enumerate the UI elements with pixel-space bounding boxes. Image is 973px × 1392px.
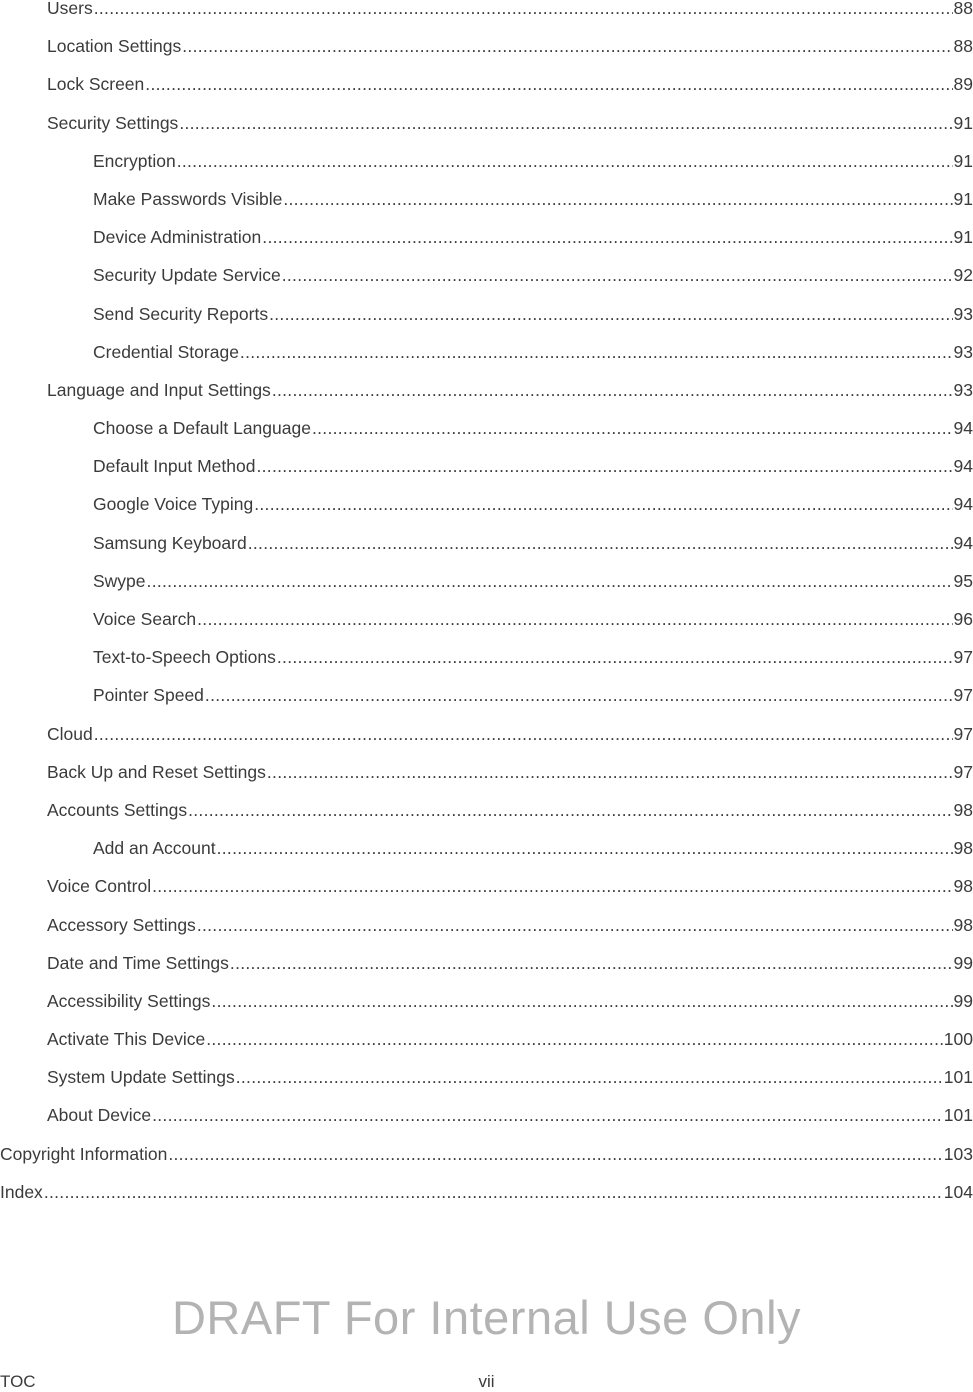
toc-entry[interactable] xyxy=(0,753,973,791)
toc-entry-title: Swype xyxy=(93,570,146,591)
toc-dot-leader xyxy=(230,944,953,982)
toc-entry-page-number: 94 xyxy=(953,494,973,515)
toc-entry-title: Accessory Settings xyxy=(47,914,196,935)
toc-entry-title: Default Input Method xyxy=(93,456,256,477)
toc-dot-leader xyxy=(240,333,953,371)
toc-dot-leader xyxy=(168,1135,942,1173)
toc-entry[interactable] xyxy=(0,1096,973,1134)
toc-entry-page-number: 98 xyxy=(953,914,973,935)
toc-entry-page-number: 94 xyxy=(953,418,973,439)
toc-entry[interactable] xyxy=(0,600,973,638)
toc-entry-page-number: 94 xyxy=(953,532,973,553)
toc-dot-leader xyxy=(277,638,953,676)
toc-entry-page-number: 91 xyxy=(953,227,973,248)
toc-dot-leader xyxy=(282,256,953,294)
toc-entry-title: Cloud xyxy=(47,723,93,744)
toc-dot-leader xyxy=(147,562,953,600)
toc-entry[interactable] xyxy=(0,982,973,1020)
toc-entry[interactable] xyxy=(0,409,973,447)
toc-entry[interactable] xyxy=(0,180,973,218)
toc-dot-leader xyxy=(182,27,952,65)
toc-entry[interactable] xyxy=(0,906,973,944)
toc-entry-page-number: 99 xyxy=(953,952,973,973)
toc-entry-title: Copyright Information xyxy=(0,1143,168,1164)
toc-entry-page-number: 101 xyxy=(943,1067,973,1088)
toc-entry[interactable] xyxy=(0,1173,973,1211)
toc-entry[interactable] xyxy=(0,867,973,905)
toc-entry-title: Accessibility Settings xyxy=(47,990,211,1011)
toc-entry[interactable] xyxy=(0,65,973,103)
toc-dot-leader xyxy=(177,142,953,180)
toc-entry-title: Index xyxy=(0,1181,43,1202)
toc-entry-page-number: 99 xyxy=(953,990,973,1011)
toc-dot-leader xyxy=(197,600,952,638)
toc-dot-leader xyxy=(254,485,952,523)
toc-entry-page-number: 96 xyxy=(953,609,973,629)
toc-entry[interactable] xyxy=(0,447,973,485)
toc-entry-page-number: 93 xyxy=(953,303,973,324)
toc-dot-leader xyxy=(217,829,953,867)
toc-dot-leader xyxy=(94,0,953,27)
toc-entry-title: Credential Storage xyxy=(93,341,239,362)
toc-entry[interactable] xyxy=(0,1135,973,1173)
toc-entry-title: Accounts Settings xyxy=(47,799,188,820)
toc-dot-leader xyxy=(197,906,953,944)
toc-dot-leader xyxy=(44,1173,943,1211)
toc-entry[interactable] xyxy=(0,371,973,409)
toc-dot-leader xyxy=(179,104,952,142)
toc-entry-title: Activate This Device xyxy=(47,1029,206,1050)
toc-entry-title: About Device xyxy=(47,1105,152,1126)
toc-entry[interactable] xyxy=(0,715,973,753)
toc-dot-leader xyxy=(205,676,953,714)
toc-entry-page-number: 97 xyxy=(953,647,973,668)
toc-entry-title: Lock Screen xyxy=(47,74,145,95)
toc-entry[interactable] xyxy=(0,142,973,180)
toc-dot-leader xyxy=(94,715,953,753)
toc-entry-page-number: 88 xyxy=(953,0,973,18)
toc-entry-title: Pointer Speed xyxy=(93,685,204,706)
toc-entry-page-number: 98 xyxy=(953,876,973,897)
toc-entry-title: Security Settings xyxy=(47,112,179,133)
toc-entry-page-number: 91 xyxy=(953,150,973,171)
toc-entry-page-number: 104 xyxy=(943,1181,973,1202)
toc-entry[interactable] xyxy=(0,256,973,294)
toc-entry-title: Choose a Default Language xyxy=(93,418,311,439)
toc-entry-title: Location Settings xyxy=(47,36,182,57)
toc-entry-page-number: 94 xyxy=(953,456,973,477)
toc-entry-title: Voice Control xyxy=(47,876,152,897)
toc-entry[interactable] xyxy=(0,27,973,65)
toc-entry-page-number: 93 xyxy=(953,379,973,400)
toc-entry-page-number: 101 xyxy=(943,1105,973,1126)
toc-dot-leader xyxy=(248,524,953,562)
toc-entry-page-number: 92 xyxy=(953,265,973,286)
toc-entry-page-number: 93 xyxy=(953,341,973,362)
toc-entry-title: Samsung Keyboard xyxy=(93,532,247,553)
toc-entry-page-number: 98 xyxy=(953,799,973,820)
toc-dot-leader xyxy=(269,295,952,333)
toc-entry-title: Text-to-Speech Options xyxy=(93,647,276,668)
toc-entry-title: Encryption xyxy=(93,150,176,171)
toc-dot-leader xyxy=(267,753,953,791)
toc-dot-leader xyxy=(272,371,953,409)
toc-dot-leader xyxy=(211,982,952,1020)
toc-entry-title: Security Update Service xyxy=(93,265,281,286)
toc-dot-leader xyxy=(256,447,952,485)
toc-dot-leader xyxy=(188,791,952,829)
toc-entry[interactable] xyxy=(0,944,973,982)
toc-entry-page-number: 91 xyxy=(953,188,973,209)
toc-entry-page-number: 97 xyxy=(953,761,973,782)
toc-entry[interactable] xyxy=(0,218,973,256)
toc-dot-leader xyxy=(206,1020,943,1058)
toc-entry-title: Device Administration xyxy=(93,227,262,248)
toc-dot-leader xyxy=(152,1096,943,1134)
toc-entry-title: Users xyxy=(47,0,93,18)
toc-entry-title: Add an Account xyxy=(93,838,216,859)
toc-entry-title: Language and Input Settings xyxy=(47,379,271,400)
toc-entry-page-number: 97 xyxy=(953,723,973,744)
toc-entry-page-number: 100 xyxy=(943,1029,973,1050)
toc-entry[interactable] xyxy=(0,333,973,371)
toc-entry[interactable] xyxy=(0,0,973,27)
toc-entry-title: System Update Settings xyxy=(47,1067,235,1088)
toc-entry-page-number: 98 xyxy=(953,838,973,859)
footer-section-label: TOC xyxy=(0,1372,36,1391)
toc-entry-title: Date and Time Settings xyxy=(47,952,229,973)
toc-entry[interactable] xyxy=(0,791,973,829)
toc-dot-leader xyxy=(145,65,952,103)
toc-dot-leader xyxy=(262,218,952,256)
toc-entry-title: Voice Search xyxy=(93,609,197,629)
toc-entry[interactable] xyxy=(0,676,973,714)
toc-entry-page-number: 89 xyxy=(953,74,973,95)
toc-entry[interactable] xyxy=(0,295,973,333)
toc-entry[interactable] xyxy=(0,1020,973,1058)
draft-watermark: DRAFT For Internal Use Only xyxy=(171,1291,802,1344)
toc-entry[interactable] xyxy=(0,485,973,523)
footer-page-number: vii xyxy=(478,1372,495,1391)
toc-dot-leader xyxy=(283,180,952,218)
toc-entry[interactable] xyxy=(0,104,973,142)
toc-entry-page-number: 103 xyxy=(943,1143,973,1164)
toc-entry-page-number: 97 xyxy=(953,685,973,706)
toc-entry-title: Send Security Reports xyxy=(93,303,269,324)
toc-dot-leader xyxy=(312,409,953,447)
toc-entry-title: Back Up and Reset Settings xyxy=(47,761,266,782)
toc-entry[interactable] xyxy=(0,829,973,867)
toc-entry-title: Make Passwords Visible xyxy=(93,188,283,209)
toc-entry[interactable] xyxy=(0,524,973,562)
toc-entry[interactable] xyxy=(0,562,973,600)
toc-entry[interactable] xyxy=(0,638,973,676)
toc-entry[interactable] xyxy=(0,1058,973,1096)
toc-entry-page-number: 88 xyxy=(953,36,973,57)
toc-entry-page-number: 95 xyxy=(953,570,973,591)
toc-entry-page-number: 91 xyxy=(953,112,973,133)
toc-dot-leader xyxy=(152,867,952,905)
toc-entry-title: Google Voice Typing xyxy=(93,494,254,515)
toc-dot-leader xyxy=(236,1058,943,1096)
